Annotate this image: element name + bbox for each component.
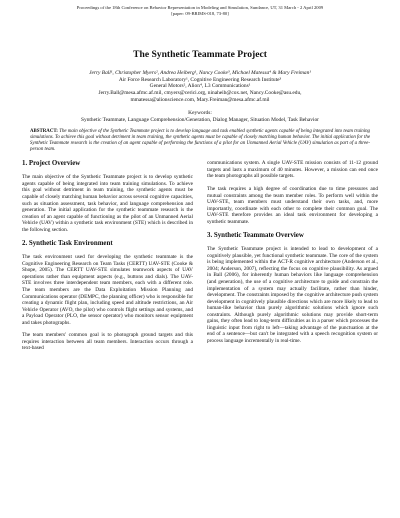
header-line-2: [paper: 09-BRIMS-018, 73-80] [171,10,229,16]
keywords-block [22,110,378,123]
section-3-paragraph: The Synthetic Teammate project is intended to lead to development of a cognitively plausible, yet functional synthetic teammate. The core of the system is being implemented within the ACT-R cognitive architecture (Anderson et al., 2004; Anderson, 2007), reflecting the focus on cognitive plausibility. As argued in Ball (2006), for inherently human behaviors like language comprehension (and generation), the use of a cognitive architecture to guide and constrain the implementation of a system may actually facilitate, rather than hinder, development. The constraints imposed by the cognitive architecture push system development in cognitively plausible directions which are more likely to lead to human-like behavior than purely algorithmic solutions which ignore such constraints. Although purely algorithmic solutions may provide short-term gains, they often lead to long-term difficulties as in a parser which processes the linguistic input from right to left—taking advantage of the punctuation at the end of a sentence—but can't be integrated with a speech recognition system or process language incrementally in real-time. [207,246,378,344]
section-heading-3: 3. Synthetic Teammate Overview [207,232,304,240]
left-column [22,160,193,358]
affiliation-line-1: Air Force Research Laboratory¹, Cognitive Engineering Research Institute³ [118,76,282,83]
section-2-paragraph-2: The team members' common goal is to photograph ground targets and this requires interaction between all team members. Interaction occurs through a text-based [22,332,193,352]
section-2-paragraph-4: The task requires a high degree of coordination due to time pressures and mutual constraints among the team member roles. To perform well within the UAV-STE, team members must understand their own tasks, and, more importantly, coordinate with each other to complete their common goal. The UAV-STE therefore provides an ideal task environment for developing a synthetic teammate. [207,185,378,225]
abstract-text: The main objective of the Synthetic Teammate project is to develop language and task enabled synthetic agents capable of being integrated into team training simulations. To achieve this goal without detriment in team training, the synthetic agents must be capable of closely matching human behavior. The initial application for the Synthetic Teammate research is the creation of an agent capable of performing the functions of a pilot for an Unmanned Aerial Vehicle (UAV) simulation as part of a three-person team. [30,129,370,153]
email-line-2: mmatessa@alionscience.com, Mary.Freiman@mesa.afmc.af.mil [130,96,270,103]
right-column [207,160,378,358]
keywords-label: Keywords: [188,110,212,117]
author-block [22,70,378,103]
affiliation-line-2: General Motors², Alion⁴, L3 Communications¹ [149,83,251,90]
section-heading-1: 1. Project Overview [22,160,81,168]
section-1-paragraph: The main objective of the Synthetic Teammate project is to develop synthetic agents capable of being integrated into team training simulations. To achieve this goal without detriment in team training, the synthetic agents must be capable of closely matching human behavior across several cognitive capacities, such as situation assessment, task behavior, and language comprehension and generation. The initial application for the synthetic teammate research is the creation of an agent capable of functioning as the pilot of an Unmanned Aerial Vehicle (UAV) within a synthetic task environment (STE) which is described in the following section. [22,174,193,233]
proceedings-header [22,5,378,16]
section-heading-2: 2. Synthetic Task Environment [22,240,113,248]
email-line-1: Jerry.Ball@mesa.afmc.af.mil, cmyers@cerici.org, ninaheib@cox.net, Nancy.Cooke@asu.edu, [98,89,302,96]
section-2-paragraph-3: communications system. A single UAV-STE mission consists of 11-12 ground targets and lasts a maximum of 40 minutes. However, a mission can end once the team photographs all possible targets. [207,160,378,180]
abstract-label: ABSTRACT: [30,129,58,135]
section-2-paragraph-1: The task environment used for developing the synthetic teammate is the Cognitive Engineering Research on Team Tasks (CERTT) UAV-STE (Cooke & Shope, 2005). The CERTT UAV-STE simulates teamwork aspects of UAV operations rather than equipment aspects (e.g., buttons and dials). The UAV-STE involves three interdependent team members, each with a different role. The team members are the Data Exploitation Mission Planning and Communications operator (DEMPC, the planning officer) who is responsible for creating a dynamic flight plan, including speed and altitude restrictions, an Air Vehicle Operator (AVO, the pilot) who controls flight settings and systems, and a Payload Operator (PLO, the sensor operator) who monitors sensor equipment and takes photographs. [22,254,193,326]
paper-title: The Synthetic Teammate Project [133,49,267,61]
body-columns [22,160,378,358]
author-names: Jerry Ball¹, Christopher Myers², Andrea Heiberg¹, Nancy Cooke³, Michael Matessa⁴ & Mary Freiman¹ [89,70,311,77]
header-line-1: Proceedings of the 18th Conference on Behavior Representation in Modeling and Simulation, Sundance, UT, 31 March - 2 April 2009 [76,5,324,10]
abstract-block [30,129,370,153]
keywords-text: Synthetic Teammate, Language Comprehension/Generation, Dialog Manager, Situation Model, Task Behavior [81,116,319,123]
